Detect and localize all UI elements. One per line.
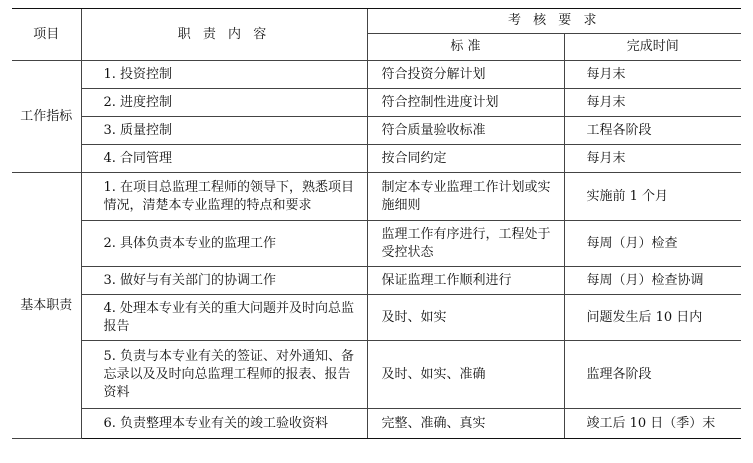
table-row: [12, 61, 741, 89]
duty-standard: 保证监理工作顺利进行: [367, 267, 564, 295]
duty-time: 每月末: [564, 145, 741, 173]
group-label-work-indicators: 工作指标: [12, 61, 81, 173]
duty-content: 2. 具体负责本专业的监理工作: [81, 221, 367, 267]
duty-time: 工程各阶段: [564, 117, 741, 145]
table-row: [12, 145, 741, 173]
table-row: [12, 295, 741, 341]
duty-time: 监理各阶段: [564, 341, 741, 409]
duty-standard: 符合质量验收标准: [367, 117, 564, 145]
header-assessment: 考 核 要 求: [367, 9, 741, 34]
duty-standard: 符合控制性进度计划: [367, 89, 564, 117]
header-time: 完成时间: [564, 34, 741, 61]
duty-time: 问题发生后 10 日内: [564, 295, 741, 341]
duty-content: 3. 质量控制: [81, 117, 367, 145]
header-content: 职 责 内 容: [81, 9, 367, 61]
duty-standard: 符合投资分解计划: [367, 61, 564, 89]
duty-standard: 制定本专业监理工作计划或实施细则: [367, 173, 564, 221]
duty-time: 每周（月）检查: [564, 221, 741, 267]
table-row: [12, 341, 741, 409]
duty-content: 1. 投资控制: [81, 61, 367, 89]
duty-time: 每月末: [564, 61, 741, 89]
table-row: [12, 117, 741, 145]
table-row: [12, 89, 741, 117]
header-standard: 标 准: [367, 34, 564, 61]
duty-content: 4. 处理本专业有关的重大问题并及时向总监报告: [81, 295, 367, 341]
table-row: [12, 221, 741, 267]
duty-time: 竣工后 10 日（季）末: [564, 409, 741, 439]
duty-standard: 完整、准确、真实: [367, 409, 564, 439]
duty-table: [12, 8, 741, 439]
duty-standard: 监理工作有序进行，工程处于受控状态: [367, 221, 564, 267]
header-row: [12, 9, 741, 34]
duty-content: 6. 负责整理本专业有关的竣工验收资料: [81, 409, 367, 439]
table-row: [12, 409, 741, 439]
duty-content: 1. 在项目总监理工程师的领导下，熟悉项目情况，清楚本专业监理的特点和要求: [81, 173, 367, 221]
duty-standard: 及时、如实、准确: [367, 341, 564, 409]
duty-time: 每月末: [564, 89, 741, 117]
group-label-basic-duties: 基本职责: [12, 173, 81, 439]
duty-time: 实施前 1 个月: [564, 173, 741, 221]
header-item: 项目: [12, 9, 81, 61]
table-row: [12, 267, 741, 295]
duty-time: 每周（月）检查协调: [564, 267, 741, 295]
duty-content: 2. 进度控制: [81, 89, 367, 117]
duty-content: 4. 合同管理: [81, 145, 367, 173]
table-row: [12, 173, 741, 221]
duty-standard: 按合同约定: [367, 145, 564, 173]
duty-content: 3. 做好与有关部门的协调工作: [81, 267, 367, 295]
duty-content: 5. 负责与本专业有关的签证、对外通知、备忘录以及及时向总监理工程师的报表、报告资料: [81, 341, 367, 409]
duty-standard: 及时、如实: [367, 295, 564, 341]
